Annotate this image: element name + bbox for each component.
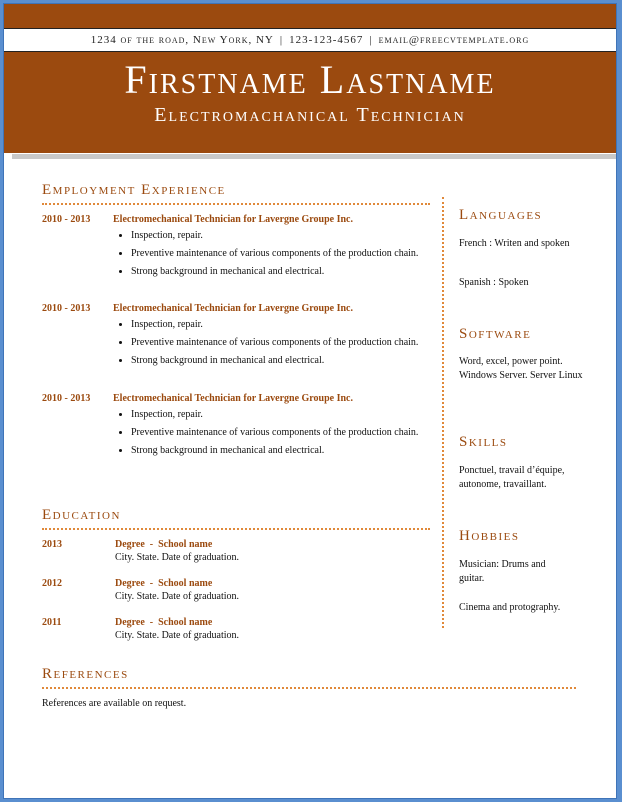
- job-bullet: • Preventive maintenance of various components of the production chain.: [131, 425, 436, 440]
- education-year: 2013: [42, 539, 62, 550]
- hobbies-title: Hobbies: [459, 528, 520, 544]
- employment-title: Employment Experience: [42, 182, 226, 198]
- languages-line: French : Writen and spoken: [459, 238, 570, 249]
- job-bullets: [113, 407, 436, 461]
- languages-line: Spanish : Spoken: [459, 277, 529, 288]
- education-year: 2012: [42, 578, 62, 589]
- job-bullet: • Preventive maintenance of various components of the production chain.: [131, 335, 436, 350]
- header-shadow-strip: [12, 154, 616, 159]
- resume-page: [4, 4, 616, 798]
- separator: |: [279, 34, 284, 46]
- hobbies-line: Musician: Drums and guitar.: [459, 559, 546, 584]
- separator: |: [369, 34, 373, 46]
- full-name: Firstname Lastname: [124, 57, 496, 102]
- job-years: 2010 - 2013: [42, 214, 91, 225]
- contact-email: email@freecvtemplate.org: [378, 34, 530, 46]
- hobbies-line: Cinema and protography.: [459, 602, 561, 613]
- education-details: City. State. Date of graduation.: [115, 552, 240, 563]
- job-bullets: [113, 228, 436, 282]
- education-year: 2011: [42, 617, 62, 628]
- job-title: Electromechanical Technician for Lavergne Groupe Inc.: [113, 393, 353, 404]
- references-text: References are available on request.: [42, 698, 187, 709]
- column-divider: [442, 197, 444, 628]
- education-degree: Degree - School name: [115, 539, 213, 550]
- job-bullet: • Strong background in mechanical and electrical.: [131, 264, 436, 279]
- education-degree: Degree - School name: [115, 578, 213, 589]
- employment-divider: [42, 203, 430, 205]
- job-bullet: • Inspection, repair.: [131, 228, 436, 243]
- job-bullet: • Strong background in mechanical and electrical.: [131, 443, 436, 458]
- software-title: Software: [459, 326, 532, 342]
- languages-title: Languages: [459, 207, 543, 223]
- software-text: Word, excel, power point. Windows Server. Server Linux: [459, 356, 583, 381]
- references-divider: [42, 687, 576, 689]
- education-details: City. State. Date of graduation.: [115, 591, 240, 602]
- job-title: Electromechanical Technician for Lavergne Groupe Inc.: [113, 303, 353, 314]
- job-years: 2010 - 2013: [42, 393, 91, 404]
- contact-phone: 123-123-4567: [289, 34, 364, 46]
- job-bullet: • Preventive maintenance of various components of the production chain.: [131, 246, 436, 261]
- skills-text: Ponctuel, travail d’équipe, autonome, travaillant.: [459, 465, 565, 490]
- job-years: 2010 - 2013: [42, 303, 91, 314]
- education-degree: Degree - School name: [115, 617, 213, 628]
- contact-bar: [4, 28, 616, 52]
- job-title: Electromechanical Technician for Lavergne Groupe Inc.: [113, 214, 353, 225]
- education-divider: [42, 528, 430, 530]
- skills-title: Skills: [459, 434, 508, 450]
- contact-address: 1234 of the road, New York, NY: [90, 34, 274, 46]
- job-bullet: • Inspection, repair.: [131, 407, 436, 422]
- education-title: Education: [42, 507, 121, 523]
- header-banner: [4, 4, 616, 153]
- education-details: City. State. Date of graduation.: [115, 630, 240, 641]
- references-title: References: [42, 666, 129, 682]
- job-bullet: • Inspection, repair.: [131, 317, 436, 332]
- job-bullets: [113, 317, 436, 371]
- job-role: Electromachanical Technician: [154, 104, 466, 126]
- job-bullet: • Strong background in mechanical and electrical.: [131, 353, 436, 368]
